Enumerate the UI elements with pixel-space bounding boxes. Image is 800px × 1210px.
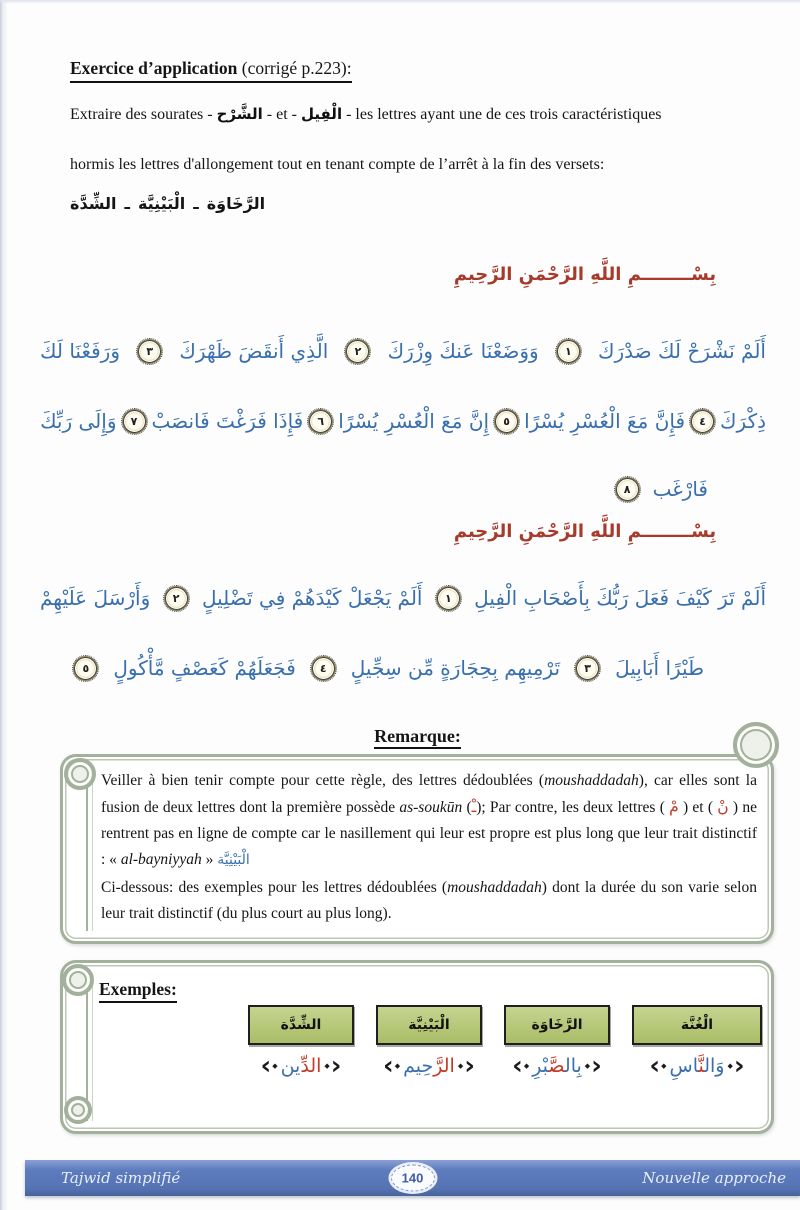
basmala-calligraphy-2: بِسْــــــــمِ اللَّهِ الرَّحْمَنِ الرَّحِيمِ <box>453 521 717 542</box>
scroll-roll-edge <box>86 767 93 931</box>
remarque-heading-text: Remarque: <box>374 726 461 749</box>
trait-label-box: الرَّخَاوَة <box>504 1005 610 1045</box>
page-title <box>70 58 352 83</box>
footer-book-title: Tajwid simplifié <box>61 1169 181 1187</box>
example-item-shiddah <box>248 1005 354 1079</box>
remarque-paragraph-1: Veiller à bien tenir compte pour cette règle, des lettres dédoublées (moushaddadah), car elles sont la fusion de deux lettres dont la première possède as-soukūn (ـْ); Par contre, les deux lettres ( مْ ) et ( نْ ) ne rentrent pas en ligne de compte car le nasillement qui leur est propre est plus long que leur trait distinctif : « al-bayniyyah » الْبَيْنِيَّة <box>101 772 757 869</box>
footer-bar <box>25 1160 800 1196</box>
ornament-diamond-icon: ◆ <box>584 1062 591 1070</box>
ornament-diamond-icon: ◆ <box>324 1062 330 1070</box>
example-word <box>649 1053 744 1079</box>
page-number-badge: 140 <box>391 1165 435 1192</box>
exemples-row <box>248 1005 762 1079</box>
scroll-curl-icon <box>733 722 779 768</box>
scroll-curl-icon <box>64 758 96 790</box>
remarque-paragraph-2: Ci-dessous: des exemples pour les lettres dédoublées (moushaddadah) dont la durée du son varie selon leur trait distinctif (du plus court au plus long). <box>101 879 757 923</box>
ornament-diamond-icon: ◆ <box>727 1062 733 1070</box>
quran-sharh-line-3: فَارْغَب ٨ <box>40 466 766 512</box>
page-title-bold: Exercice d’application <box>70 58 238 78</box>
scroll-curl-icon <box>62 964 94 996</box>
quran-sharh-line-1: أَلَمْ نَشْرَحْ لَكَ صَدْرَكَ ١ وَوَضَعْنَا عَنكَ وِزْرَكَ ٢ الَّذِي أَنقَضَ ظَهْرَكَ ٣ وَرَفَعْنَا لَكَ <box>40 339 766 363</box>
quran-fil-line-2: طَيْرًا أَبَابِيلَ ٣ تَرْمِيهِم بِحِجَارَةٍ مِّن سِجِّيلٍ ٤ فَجَعَلَهُمْ كَعَصْفٍ مَّأْكُولٍ ٥ <box>40 645 766 691</box>
scroll-curl-icon <box>64 1096 92 1124</box>
exemples-heading: Exemples: <box>99 979 177 1003</box>
basmala-calligraphy-1: بِسْــــــــمِ اللَّهِ الرَّحْمَنِ الرَّحِيمِ <box>453 264 717 285</box>
ornament-diamond-icon: ‹ ◆ <box>523 1062 530 1070</box>
page-title-rest: (corrigé p.223): <box>237 58 352 78</box>
scan-top-edge <box>0 0 800 4</box>
trait-label-box: الشِّدَّة <box>248 1005 354 1045</box>
quran-fil-line-1: أَلَمْ تَرَ كَيْفَ فَعَلَ رَبُّكَ بِأَصْحَابِ الْفِيلِ ١ أَلَمْ يَجْعَلْ كَيْدَهُمْ فِي تَضْلِيلٍ ٢ وَأَرْسَلَ عَلَيْهِمْ <box>40 586 766 610</box>
example-word-text: الرَّحِيم <box>403 1055 455 1077</box>
remarque-text <box>101 768 757 927</box>
ornament-diamond-icon: ‹ ◆ <box>661 1062 667 1070</box>
trait-label-box: الْبَيْنِيَّة <box>376 1005 482 1045</box>
example-word <box>383 1053 475 1079</box>
intro-line-2: hormis les lettres d'allongement tout en tenant compte de l’arrêt à la fin des versets: <box>70 156 605 173</box>
ornament-diamond-icon: ◆ <box>457 1062 464 1070</box>
example-word <box>512 1053 602 1079</box>
trait-label-box: الْغُنَّة <box>632 1005 762 1045</box>
ornament-diamond-icon: ‹ ◆ <box>272 1062 278 1070</box>
remarque-heading <box>60 726 775 747</box>
quran-sharh-line-2: ذِكْرَكَ ٤ فَإِنَّ مَعَ الْعُسْرِ يُسْرًا ٥ إِنَّ مَعَ الْعُسْرِ يُسْرًا ٦ فَإِذَا فَرَغْتَ فَانصَبْ ٧ وَإِلَى رَبِّكَ <box>40 409 766 433</box>
example-item-rakhawah <box>504 1005 610 1079</box>
exemples-scroll-panel <box>60 960 774 1134</box>
example-word-text: الدِّين <box>280 1055 322 1077</box>
example-item-ghunnah <box>632 1005 762 1079</box>
scan-left-edge <box>0 0 8 1210</box>
ornament-diamond-icon: ‹ ◆ <box>394 1062 401 1070</box>
intro-line-1: Extraire des sourates - الشَّرْح - et - الْفِيل - les lettres ayant une de ces trois caractéristiques <box>70 105 662 123</box>
footer-subtitle: Nouvelle approche <box>642 1169 786 1187</box>
traits-list: الشِّدَّة ـ الْبَيْنِيَّة ـ الرَّخَاوَة <box>70 194 266 213</box>
remarque-scroll-panel <box>60 754 774 944</box>
example-word-text: وَالنَّاسِ <box>669 1055 725 1077</box>
example-word-text: بِالصَّبْرِ <box>532 1055 582 1077</box>
example-word <box>260 1053 341 1079</box>
example-item-bayniyyah <box>376 1005 482 1079</box>
